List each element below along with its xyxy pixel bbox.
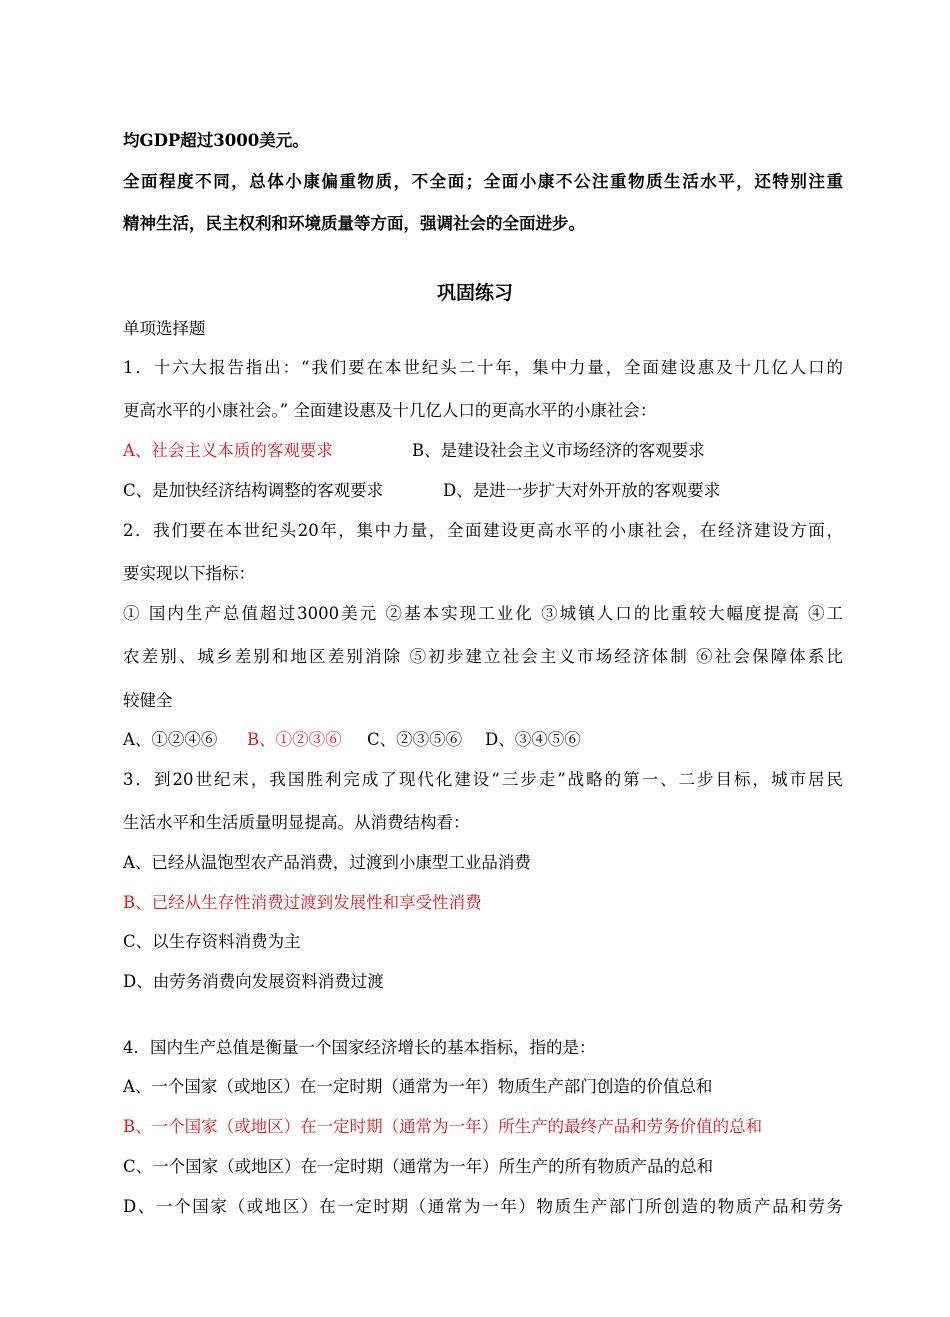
q4-option-b: B、一个国家（或地区）在一定时期（通常为一年）所生产的最终产品和劳务价值的总和: [123, 1117, 763, 1136]
intro-line-3: 精神生活，民主权利和环境质量等方面，强调社会的全面进步。: [123, 214, 585, 233]
q3-option-c: C、以生存资料消费为主: [123, 932, 301, 951]
intro-line-1: 均GDP超过3000美元。: [123, 131, 309, 150]
intro-line-2: 全面程度不同，总体小康偏重物质，不全面；全面小康不公注重物质生活水平，还特别注重: [123, 172, 843, 191]
q2-stem-line-3: ① 国内生产总值超过3000美元 ②基本实现工业化 ③城镇人口的比重较大幅度提高 ④工: [123, 604, 843, 623]
q2-stem-line-5: 较健全: [123, 691, 173, 710]
q4-option-c: C、一个国家（或地区）在一定时期（通常为一年）所生产的所有物质产品的总和: [123, 1157, 714, 1176]
q1-option-d: D、是进一步扩大对外开放的客观要求: [443, 481, 721, 500]
q2-option-a: A、①②④⑥: [123, 730, 218, 749]
section-title: 巩固练习: [436, 282, 513, 304]
q2-stem-line-2: 要实现以下指标：: [123, 564, 255, 583]
q2-stem-line-1: 2．我们要在本世纪头20年，集中力量，全面建设更高水平的小康社会，在经济建设方面，: [123, 521, 843, 540]
q3-stem-line-1: 3．到20世纪末，我国胜利完成了现代化建设“三步走”战略的第一、二步目标，城市居民: [123, 770, 843, 789]
q2-option-b: B、①②③⑥: [247, 730, 342, 749]
q2-option-c: C、②③⑤⑥: [367, 730, 463, 749]
q1-stem-line-2: 更高水平的小康社会。” 全面建设惠及十几亿人口的更高水平的小康社会：: [123, 401, 657, 420]
q1-option-a: A、社会主义本质的客观要求: [123, 441, 333, 460]
q3-option-a: A、已经从温饱型农产品消费，过渡到小康型工业品消费: [123, 853, 531, 872]
q2-stem-line-4: 农差别、城乡差别和地区差别消除 ⑤初步建立社会主义市场经济体制 ⑥社会保障体系比: [123, 647, 843, 666]
q3-stem-line-2: 生活水平和生活质量明显提高。从消费结构看：: [123, 813, 470, 832]
q4-stem-line-1: 4．国内生产总值是衡量一个国家经济增长的基本指标，指的是：: [123, 1038, 596, 1057]
q3-option-d: D、由劳务消费向发展资料消费过渡: [123, 972, 384, 991]
q3-option-b: B、已经从生存性消费过渡到发展性和享受性消费: [123, 893, 482, 912]
q1-option-c: C、是加快经济结构调整的客观要求: [123, 481, 384, 500]
subsection-title: 单项选择题: [123, 319, 206, 338]
q1-stem-line-1: 1．十六大报告指出：“我们要在本世纪头二十年，集中力量，全面建设惠及十几亿人口的: [123, 358, 843, 377]
q4-option-d: D、一个国家（或地区）在一定时期（通常为一年）物质生产部门所创造的物质产品和劳务: [123, 1197, 843, 1216]
q4-option-a: A、一个国家（或地区）在一定时期（通常为一年）物质生产部门创造的价值总和: [123, 1077, 713, 1096]
q2-option-d: D、③④⑤⑥: [485, 730, 581, 749]
q1-option-b: B、是建设社会主义市场经济的客观要求: [412, 441, 705, 460]
